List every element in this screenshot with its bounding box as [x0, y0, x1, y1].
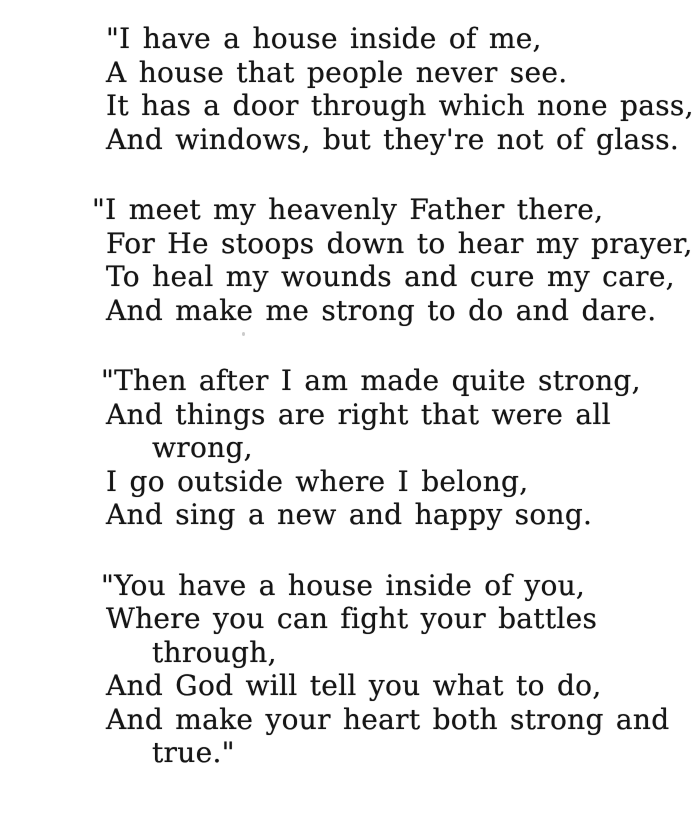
poem-line: "Then after I am made quite strong,	[101, 364, 641, 397]
poem-line: To heal my wounds and cure my care,	[106, 260, 675, 293]
stanza-1	[106, 22, 698, 156]
poem-line: And sing a new and happy song.	[106, 498, 593, 531]
poem-line: "I meet my heavenly Father there,	[92, 193, 604, 226]
poem-line: And windows, but they're not of glass.	[106, 122, 680, 156]
stanza-2	[92, 193, 698, 327]
poem-text	[92, 22, 698, 770]
poem-line: Where you can fight your battles	[106, 602, 598, 635]
poem-line: A house that people never see.	[106, 55, 568, 89]
poem-line-wrapped: wrong,	[152, 431, 253, 464]
poem-line: "You have a house inside of you,	[101, 568, 586, 602]
stanza-4	[101, 568, 698, 770]
poem-line: For He stoops down to hear my prayer,	[106, 226, 693, 260]
poem-line: I go outside where I belong,	[106, 464, 529, 498]
poem-line: And things are right that were all	[106, 397, 611, 431]
poem-line: And make your heart both strong and	[106, 702, 670, 736]
poem-line: And make me strong to do and dare.	[106, 293, 657, 327]
stanza-3	[101, 364, 698, 532]
poem-line-wrapped: true."	[152, 736, 235, 769]
scan-speck	[242, 332, 245, 336]
poem-line-wrapped: through,	[152, 635, 277, 669]
poem-line: It has a door through which none pass,	[106, 89, 694, 122]
poem-line: And God will tell you what to do,	[106, 669, 602, 702]
poem-line: "I have a house inside of me,	[106, 22, 542, 55]
